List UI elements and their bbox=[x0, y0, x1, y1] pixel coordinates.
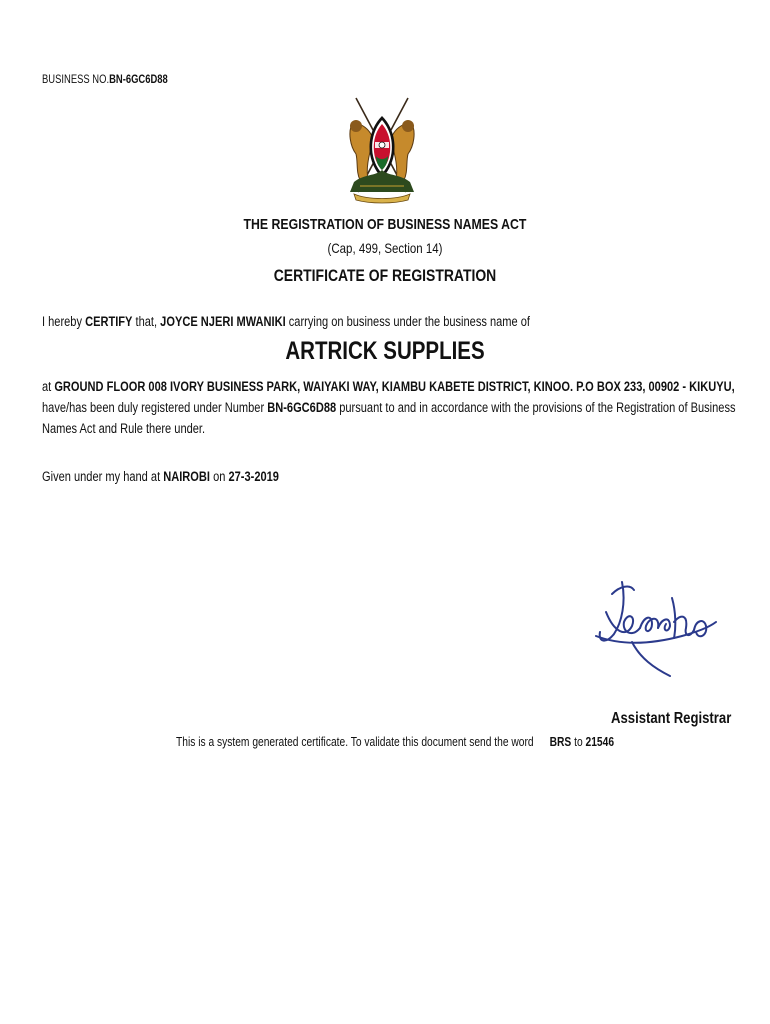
given-date: 27-3-2019 bbox=[228, 469, 279, 484]
registration-line-2: Names Act and Rule there under. bbox=[42, 421, 206, 436]
validation-number: 21546 bbox=[585, 735, 615, 749]
business-number-value: BN-6GC6D88 bbox=[109, 74, 168, 86]
given-line: Given under my hand at NAIROBI on 27-3-2019 bbox=[42, 469, 279, 484]
validation-footer: This is a system generated certificate. To validate this document send the word BRS to 21546 bbox=[176, 735, 615, 749]
act-title: THE REGISTRATION OF BUSINESS NAMES ACT bbox=[243, 216, 527, 233]
address-line: at GROUND FLOOR 008 IVORY BUSINESS PARK, WAIYAKI WAY, KIAMBU KABETE DISTRICT, KINOO. P.O BOX 233, 00902 - KIKUYU, bbox=[42, 379, 735, 394]
business-number: BUSINESS NO.BN-6GC6D88 bbox=[42, 74, 168, 86]
given-place: NAIROBI bbox=[163, 469, 210, 484]
validation-word: BRS bbox=[549, 735, 572, 749]
business-address: GROUND FLOOR 008 IVORY BUSINESS PARK, WAIYAKI WAY, KIAMBU KABETE DISTRICT, KINOO. P.O BOX 233, 00902 - KIKUYU, bbox=[54, 379, 735, 394]
certificate-title: CERTIFICATE OF REGISTRATION bbox=[273, 266, 497, 285]
holder-name: JOYCE NJERI MWANIKI bbox=[160, 314, 286, 329]
address-paragraph bbox=[42, 376, 747, 439]
registration-line: have/has been duly registered under Number BN-6GC6D88 pursuant to and in accordance with the provisions of the Registration of Business bbox=[42, 400, 736, 415]
cap-section: (Cap, 499, Section 14) bbox=[327, 240, 443, 256]
kenya-coat-of-arms-icon bbox=[346, 96, 418, 204]
signature-icon bbox=[592, 572, 722, 692]
registration-number: BN-6GC6D88 bbox=[267, 400, 337, 415]
certify-line: I hereby CERTIFY that, JOYCE NJERI MWANIKI carrying on business under the business name of bbox=[42, 314, 530, 329]
business-name: ARTRICK SUPPLIES bbox=[285, 337, 485, 365]
assistant-registrar: Assistant Registrar bbox=[611, 710, 732, 727]
